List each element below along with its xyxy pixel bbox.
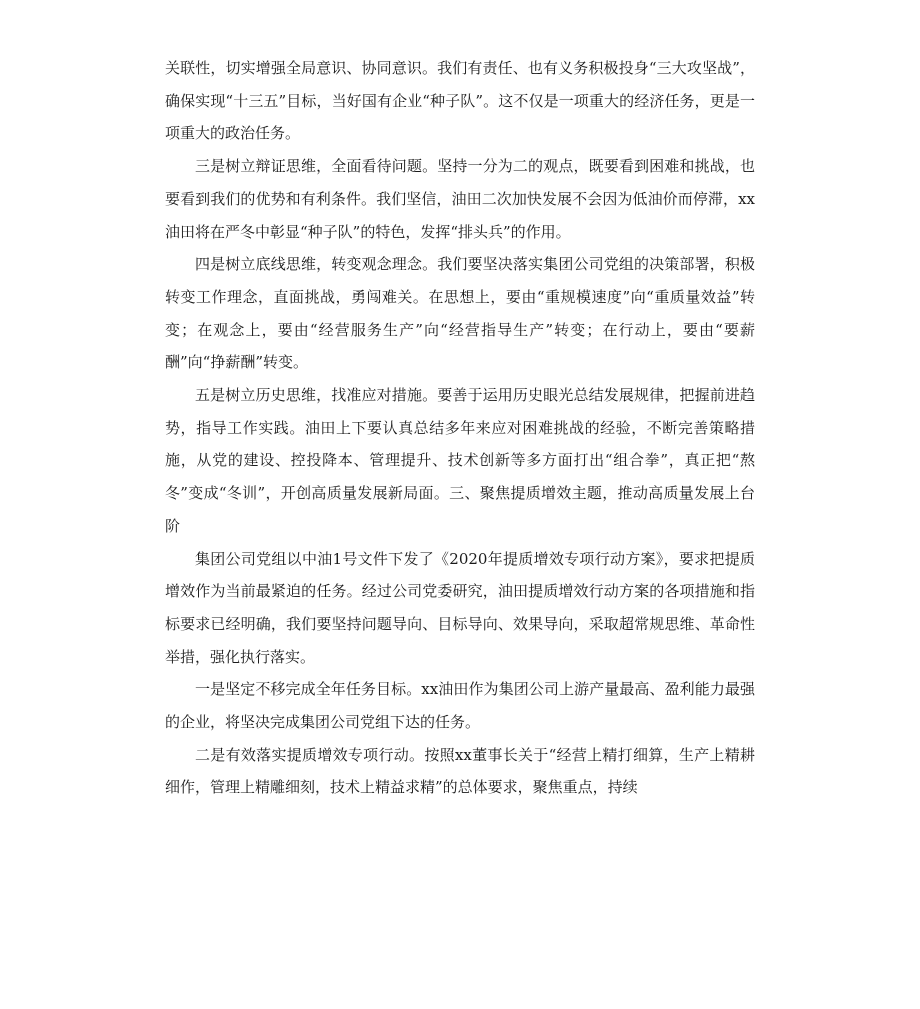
paragraph-6: 一是坚定不移完成全年任务目标。xx油田作为集团公司上游产量最高、盈利能力最强的企业，将坚决完成集团公司党组下达的任务。 <box>165 680 755 732</box>
document-page <box>165 52 755 804</box>
paragraph-7: 二是有效落实提质增效专项行动。按照xx董事长关于“经营上精打细算，生产上精耕细作，管理上精雕细刻，技术上精益求精”的总体要求，聚焦重点，持续 <box>165 745 755 797</box>
paragraph-2: 三是树立辩证思维，全面看待问题。坚持一分为二的观点，既要看到困难和挑战，也要看到我们的优势和有利条件。我们坚信，油田二次加快发展不会因为低油价而停滞，xx油田将在严冬中彰显“种子队”的特色，发挥“排头兵”的作用。 <box>165 157 755 241</box>
paragraph-1: 关联性，切实增强全局意识、协同意识。我们有责任、也有义务积极投身“三大攻坚战”，确保实现“十三五”目标，当好国有企业“种子队”。这不仅是一项重大的经济任务，更是一项重大的政治任务。 <box>165 59 755 143</box>
paragraph-5: 集团公司党组以中油1号文件下发了《2020年提质增效专项行动方案》，要求把提质增效作为当前最紧迫的任务。经过公司党委研究，油田提质增效行动方案的各项措施和指标要求已经明确，我们要坚持问题导向、目标导向、效果导向，采取超常规思维、革命性举措，强化执行落实。 <box>165 549 755 666</box>
paragraph-4: 五是树立历史思维，找准应对措施。要善于运用历史眼光总结发展规律，把握前进趋势，指导工作实践。油田上下要认真总结多年来应对困难挑战的经验，不断完善策略措施，从党的建设、控投降本、管理提升、技术创新等多方面打出“组合拳”，真正把“熬冬”变成“冬训”，开创高质量发展新局面。三、聚焦提质增效主题，推动高质量发展上台阶 <box>165 386 755 535</box>
paragraph-3: 四是树立底线思维，转变观念理念。我们要坚决落实集团公司党组的决策部署，积极转变工作理念，直面挑战，勇闯难关。在思想上，要由“重规模速度”向“重质量效益”转变；在观念上，要由“经营服务生产”向“经营指导生产”转变；在行动上，要由“要薪酬”向“挣薪酬”转变。 <box>165 255 755 372</box>
